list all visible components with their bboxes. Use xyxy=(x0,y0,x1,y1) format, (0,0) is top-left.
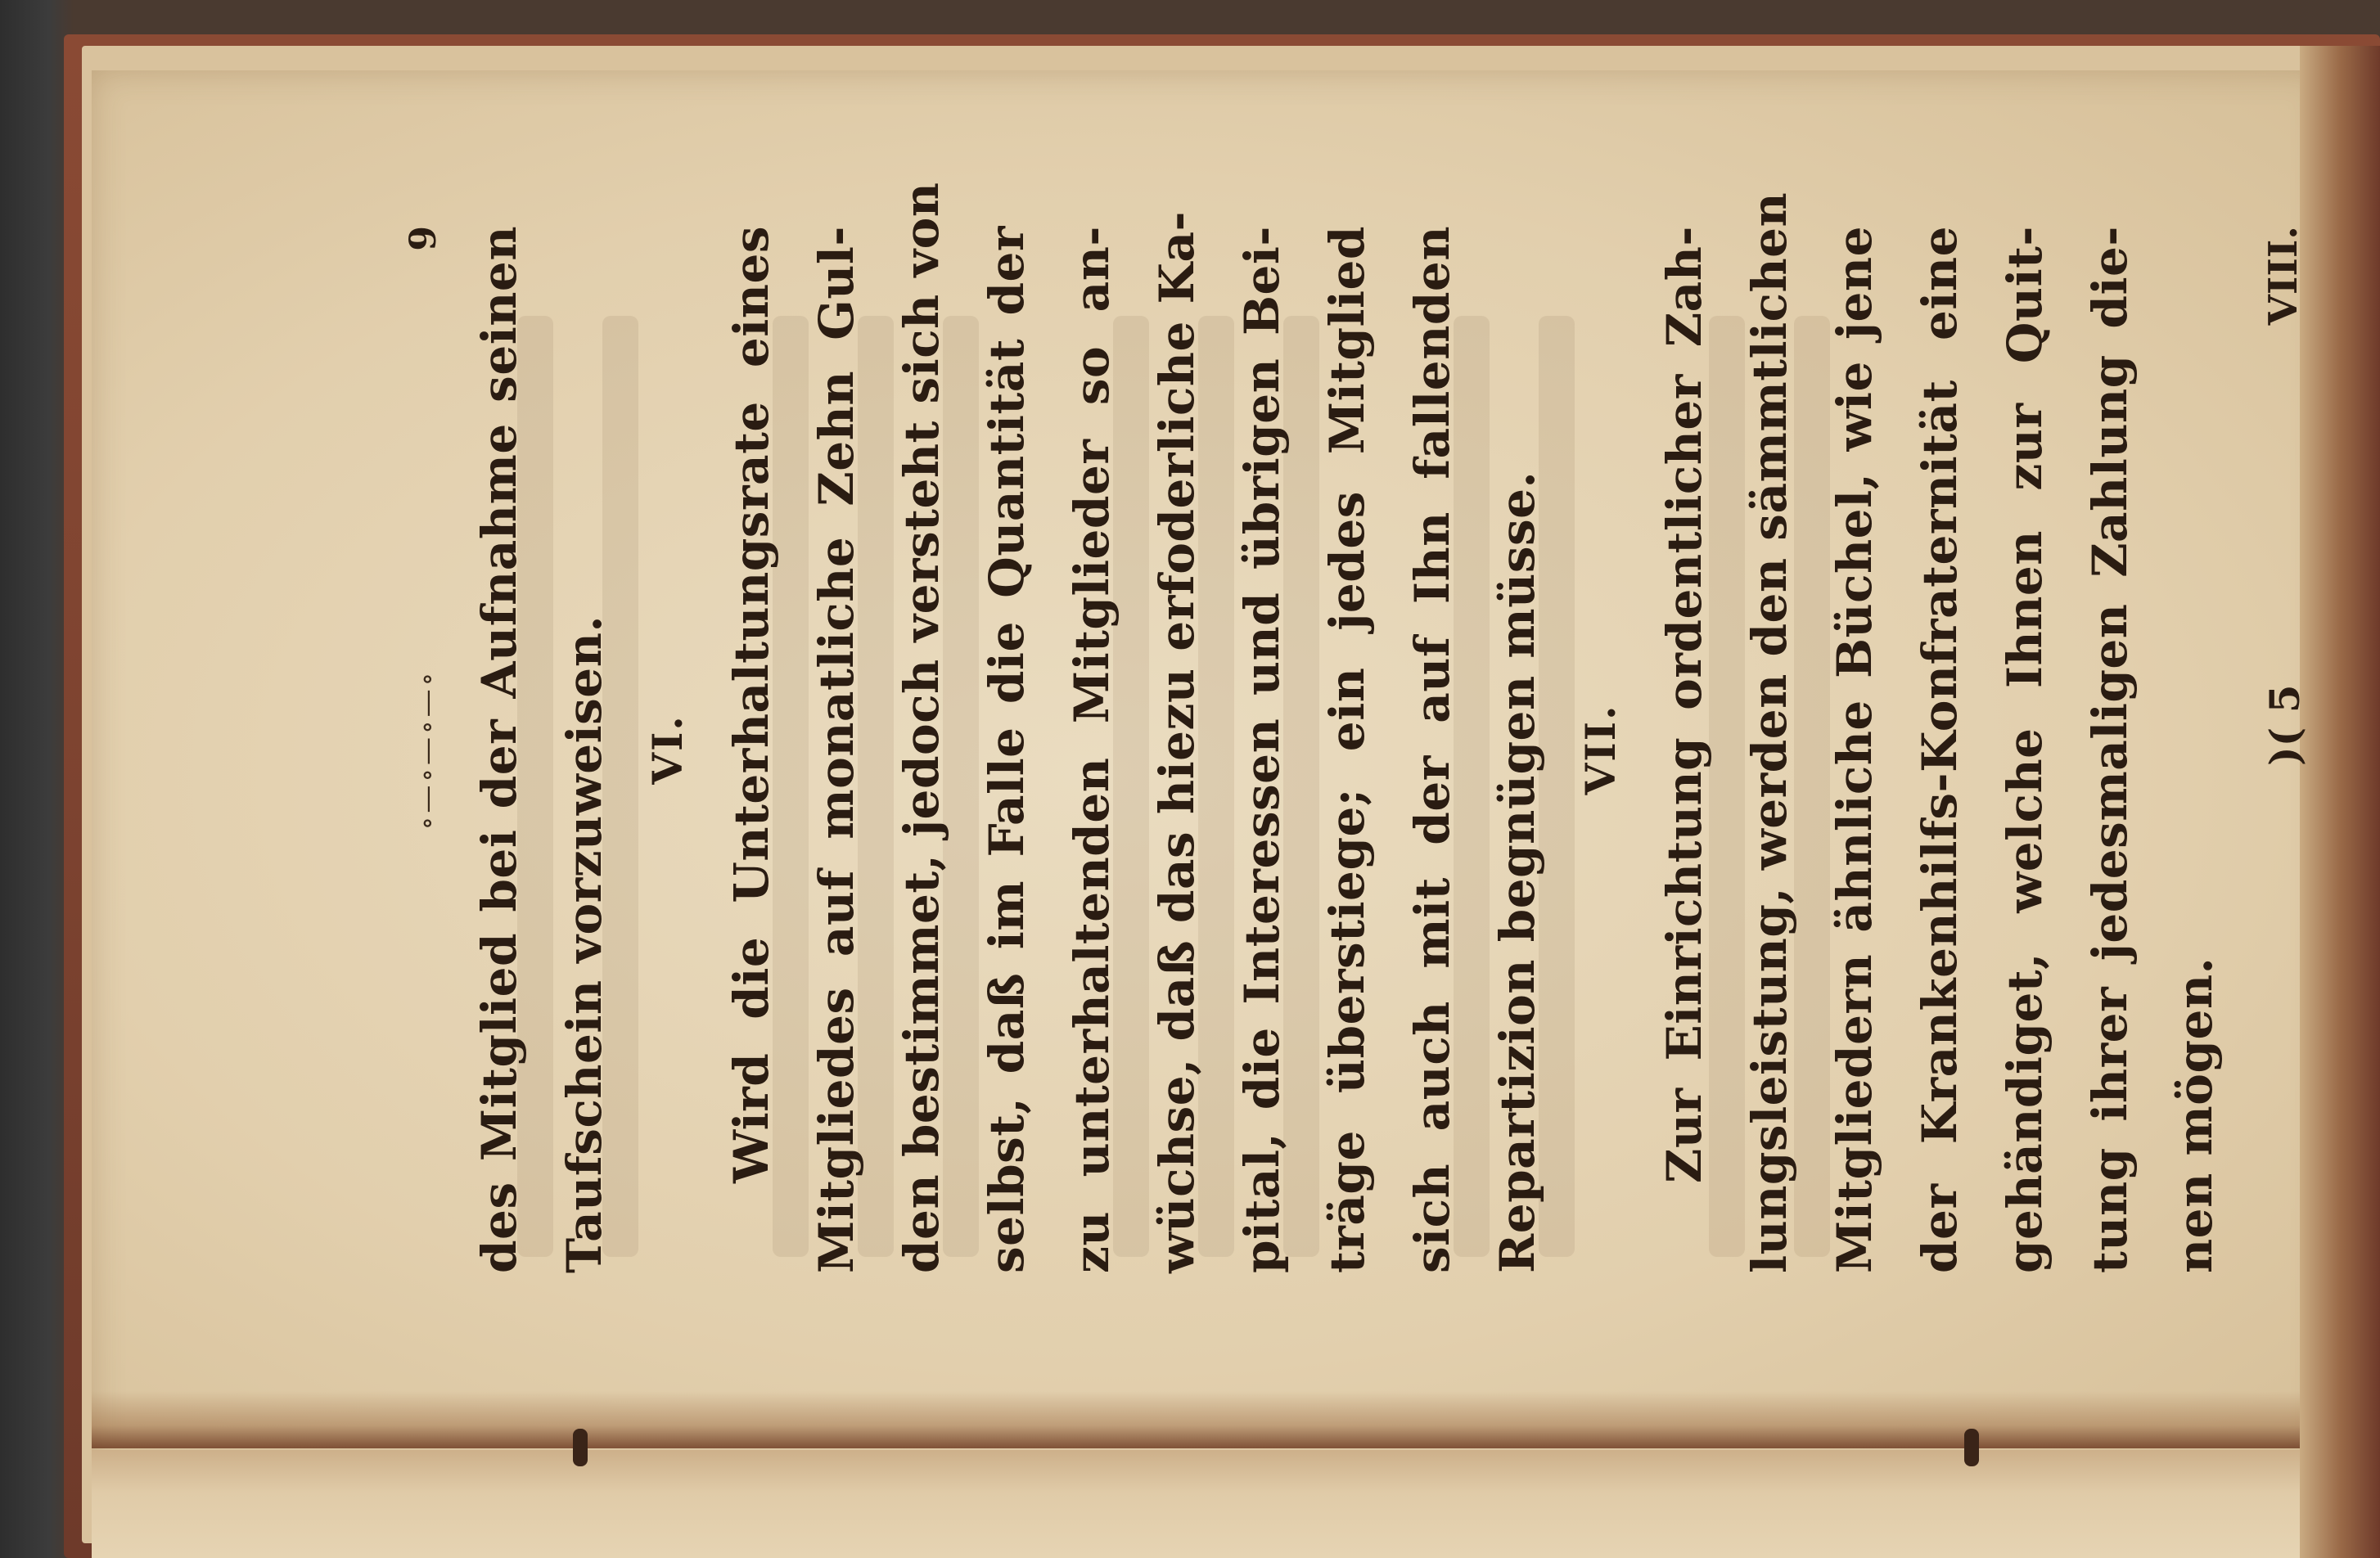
text-line: zu unterhaltenden Mitglieder so an- xyxy=(1064,226,1120,1273)
text-line: lungsleistung, werden den sämmtlichen xyxy=(1742,191,1797,1273)
text-line: Wird die Unterhaltungsrate eines xyxy=(723,226,779,1183)
text-line: Repartizion begnügen müsse. xyxy=(1490,471,1545,1273)
text-line: nen mögen. xyxy=(2167,957,2223,1273)
text-line: der Krankenhilfs-Konfraternität eine xyxy=(1912,226,1968,1273)
running-head xyxy=(403,226,452,1273)
text-line: gehändiget, welche Ihnen zur Quit- xyxy=(1997,226,2053,1273)
catchword: VIII. xyxy=(2261,226,2306,326)
text-line: träge überstiege; ein jedes Mitglied xyxy=(1319,226,1375,1273)
text-line: des Mitglied bei der Aufnahme seinen xyxy=(471,226,527,1273)
page-footer xyxy=(2261,226,2334,1273)
signature-mark: )( 5 xyxy=(2261,684,2309,766)
text-line: pital, die Interessen und übrigen Bei- xyxy=(1234,226,1290,1273)
text-line: Mitgliedes auf monatliche Zehn Gul- xyxy=(809,226,864,1273)
text-line: Mitgliedern ähnliche Büchel, wie jene xyxy=(1827,226,1882,1273)
section-heading: VI. xyxy=(643,714,692,785)
text-line: den bestimmet, jedoch versteht sich von xyxy=(894,182,949,1273)
text-line: selbst, daß im Falle die Quantität der xyxy=(979,226,1034,1273)
text-line: Taufschein vorzuweisen. xyxy=(557,615,612,1273)
text-column xyxy=(403,182,2334,1273)
section-heading: VII. xyxy=(1576,704,1625,795)
body-text xyxy=(457,182,2238,1273)
page-text-block xyxy=(92,70,2324,1478)
text-line: tung ihrer jedesmaligen Zahlung die- xyxy=(2082,226,2138,1273)
header-ornament: ∘—∘—∘—∘ xyxy=(411,669,444,831)
text-line: Zur Einrichtung ordentlicher Zah- xyxy=(1657,226,1712,1183)
page-number: 9 xyxy=(403,226,444,251)
text-line: sich auch mit der auf Ihn fallenden xyxy=(1404,226,1460,1273)
text-line: wüchse, daß das hiezu erfoderliche Ka- xyxy=(1149,210,1205,1273)
